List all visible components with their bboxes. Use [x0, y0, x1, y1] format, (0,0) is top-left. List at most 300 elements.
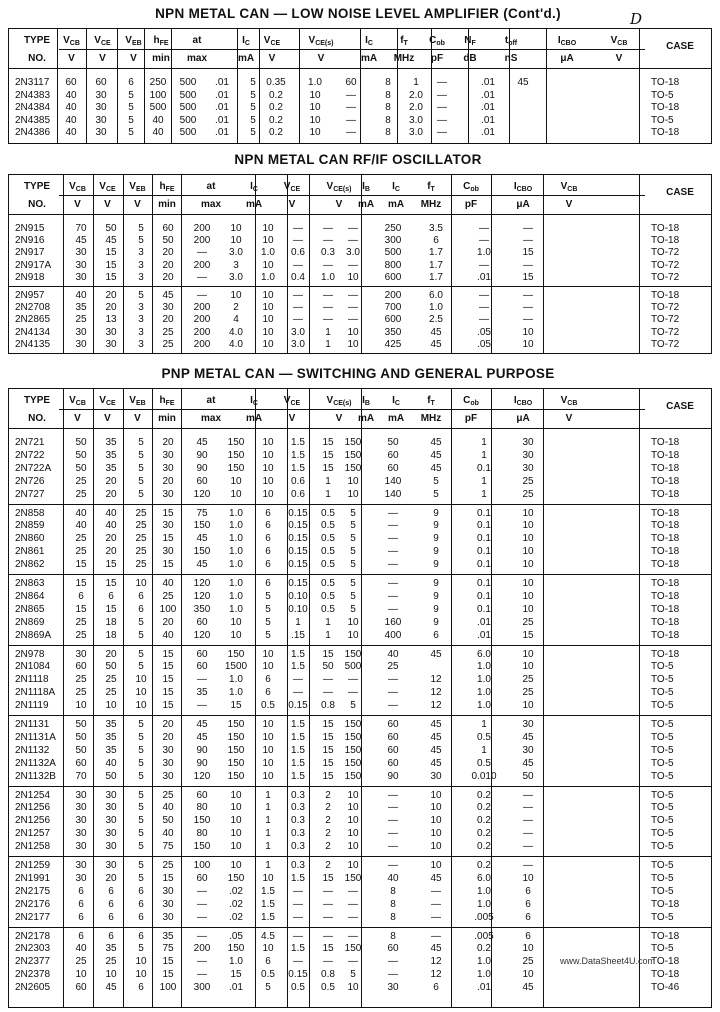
cell-14: — [523, 235, 533, 247]
cell-0: 2N3117 [15, 77, 50, 88]
cell-11: 160 [384, 616, 402, 628]
cell-12: 12 [430, 674, 442, 686]
cell-4: 20 [162, 731, 174, 743]
header-8 [351, 181, 381, 196]
cell-4: 60 [162, 223, 174, 234]
cell-3: 10 [135, 956, 147, 968]
cell-12: 45 [430, 648, 442, 660]
cell-11: — [388, 828, 398, 840]
cell-0: 2N858 [15, 507, 45, 519]
cell-13: 0.2 [477, 860, 491, 871]
cell-15: TO-18 [651, 223, 680, 234]
cell-8: 1.5 [291, 770, 305, 782]
cell-6: 3.0 [229, 247, 243, 259]
cell-14: 10 [522, 943, 534, 955]
cell-11: 8 [385, 102, 391, 113]
cell-11: — [388, 815, 398, 827]
cell-2: 30 [105, 338, 117, 350]
header-14-sub: CB [617, 40, 628, 47]
header-9-sub: C [394, 400, 400, 407]
cell-7: 10 [262, 770, 274, 782]
cell-3: 5 [138, 462, 144, 474]
cell-0: 2N4386 [15, 127, 51, 138]
cell-14: 30 [522, 744, 534, 756]
cell-1: 6 [78, 930, 84, 942]
cell-5: 200 [193, 326, 211, 338]
cell-13: 0.2 [477, 828, 491, 840]
cell-3: 5 [138, 449, 144, 461]
cell-5: 45 [196, 731, 208, 743]
cell-3: 5 [138, 290, 144, 301]
cell-7: 5 [250, 114, 256, 126]
cell-4: 75 [162, 841, 174, 853]
cell-2: 25 [105, 956, 117, 968]
cell-13: 1.0 [477, 898, 491, 910]
header-unit-9: mA [387, 413, 405, 424]
cell-15: TO-18 [651, 898, 680, 910]
cell-2: 35 [105, 462, 117, 474]
cell-6: 150 [227, 872, 245, 884]
cell-10: — [348, 235, 358, 247]
header-unit-0: V [74, 413, 81, 424]
cell-0: 2N859 [15, 520, 45, 532]
cell-12: 5 [433, 475, 439, 487]
cell-0: 2N2605 [15, 982, 51, 994]
cell-10: 150 [344, 449, 362, 461]
cell-9: 0.5 [321, 559, 335, 571]
cell-3: 5 [138, 223, 144, 234]
cell-15: TO-18 [651, 629, 680, 641]
cell-6: 1.0 [229, 546, 243, 558]
table-row [9, 841, 711, 854]
cell-2: 50 [105, 661, 117, 673]
cell-5: 500 [179, 89, 197, 101]
cell-11: 60 [387, 719, 399, 730]
header-5-sub: C [252, 186, 258, 193]
cell-9: 2 [325, 860, 331, 871]
cell-10: 10 [347, 488, 359, 500]
cell-12: 9 [433, 590, 439, 602]
cell-14: — [523, 815, 533, 827]
cell-1: 40 [65, 127, 77, 138]
header-unit-5: mA [245, 199, 263, 210]
header-3-main: h [159, 181, 166, 192]
cell-11: 8 [385, 127, 391, 138]
table-row [9, 931, 711, 944]
cell-2: 20 [105, 533, 117, 545]
cell-1: 30 [75, 648, 87, 660]
cell-7: 10 [262, 290, 274, 301]
cell-13: .005 [474, 911, 494, 923]
cell-3: 5 [138, 789, 144, 801]
cell-13: 1 [481, 437, 487, 448]
cell-13: 1 [481, 475, 487, 487]
cell-3: 6 [138, 590, 144, 602]
cell-1: 25 [75, 475, 87, 487]
cell-9: 15 [322, 757, 334, 769]
handwritten-mark: D [630, 10, 643, 28]
header-unit-7: V [335, 413, 343, 424]
cell-4: 100 [159, 603, 177, 615]
cell-5: 60 [196, 648, 208, 660]
cell-11: 8 [390, 911, 396, 923]
table-row [9, 437, 711, 450]
header-9 [389, 35, 419, 50]
cell-7: 10 [262, 235, 274, 247]
cell-13: 1 [481, 449, 487, 461]
cell-9: 2 [325, 815, 331, 827]
cell-6: .01 [215, 77, 229, 88]
cell-13: .05 [477, 338, 491, 350]
cell-9: 1 [325, 475, 331, 487]
cell-1: 30 [75, 338, 87, 350]
cell-0: 2N978 [15, 648, 45, 660]
cell-8: 0.6 [291, 247, 305, 259]
cell-15: TO-72 [651, 326, 680, 338]
header-unit-3: min [152, 53, 170, 64]
cell-7: 10 [262, 223, 274, 234]
cell-4: 20 [162, 259, 174, 271]
cell-9: — [323, 911, 333, 923]
cell-4: 15 [162, 687, 174, 699]
cell-4: 40 [162, 802, 174, 814]
cell-5: 200 [193, 259, 211, 271]
header-10-sub: T [430, 186, 435, 193]
cell-13: 0.1 [477, 603, 491, 615]
cell-8: 0.10 [288, 590, 308, 602]
cell-0: 2N2708 [15, 302, 51, 314]
cell-8: 0.3 [291, 802, 305, 814]
cell-7: 10 [262, 314, 274, 326]
cell-8: 0.2 [269, 102, 283, 113]
cell-15: TO-5 [651, 860, 674, 871]
cell-12: — [431, 898, 441, 910]
cell-4: 15 [162, 969, 174, 981]
header-1 [93, 181, 122, 196]
cell-5: 60 [196, 789, 208, 801]
cell-4: 50 [162, 815, 174, 827]
header-10-sub: T [430, 400, 435, 407]
header-9-sub: C [394, 186, 400, 193]
cell-11: 500 [384, 247, 402, 259]
cell-2: 15 [105, 259, 117, 271]
cell-1: 40 [75, 507, 87, 519]
cell-3: 6 [138, 603, 144, 615]
cell-8: 0.15 [288, 700, 308, 712]
cell-16: TO-18 [651, 102, 680, 113]
cell-3: 6 [128, 77, 134, 88]
cell-5: 120 [193, 488, 211, 500]
cell-13: 0.1 [477, 520, 491, 532]
row-group-divider [9, 645, 711, 646]
cell-4: 250 [149, 77, 167, 88]
header-unit-5: mA [237, 53, 255, 64]
cell-2: 20 [105, 488, 117, 500]
row-group-divider [9, 856, 711, 857]
header-1 [88, 35, 117, 50]
table-row [9, 463, 711, 476]
cell-0: 2N865 [15, 603, 45, 615]
header-type: TYPE [23, 395, 51, 406]
header-6-sub: CE [290, 400, 301, 407]
cell-13: .05 [477, 326, 491, 338]
table-row [9, 630, 711, 643]
cell-4: 20 [162, 271, 174, 283]
cell-0: 2N862 [15, 559, 45, 571]
header-unit-12: μA [516, 199, 530, 210]
cell-5: 90 [196, 757, 208, 769]
cell-15: TO-72 [651, 271, 680, 283]
cell-4: 100 [149, 89, 167, 101]
cell-7: 10 [262, 462, 274, 474]
cell-9: 1 [325, 326, 331, 338]
cell-1: 50 [75, 437, 87, 448]
cell-0: 2N2865 [15, 314, 51, 326]
cell-13: 0.5 [477, 731, 491, 743]
cell-11: — [388, 700, 398, 712]
cell-16: TO-5 [651, 89, 674, 101]
cell-11: — [388, 860, 398, 871]
header-12 [493, 181, 553, 196]
cell-3: 5 [138, 828, 144, 840]
cell-0: 2N4384 [15, 102, 51, 113]
cell-14: .01 [481, 102, 495, 113]
cell-8: 0.2 [269, 89, 283, 101]
cell-7: 10 [262, 648, 274, 660]
cell-14: 10 [522, 520, 534, 532]
cell-9: — [323, 674, 333, 686]
cell-9: 0.5 [321, 590, 335, 602]
cell-7: 1 [265, 815, 271, 827]
cell-2: 30 [105, 841, 117, 853]
cell-14: — [523, 223, 533, 234]
cell-5: 60 [196, 872, 208, 884]
cell-0: 2N4383 [15, 89, 51, 101]
cell-3: 3 [138, 338, 144, 350]
table-row [9, 604, 711, 617]
cell-1: 40 [65, 89, 77, 101]
cell-9: 15 [322, 648, 334, 660]
section-title-3: PNP METAL CAN — SWITCHING AND GENERAL PURPOSE [161, 366, 555, 381]
cell-6: 10 [230, 860, 242, 871]
cell-13: 6.0 [477, 872, 491, 884]
cell-7: 1 [265, 789, 271, 801]
header-13-sub: CB [567, 400, 578, 407]
cell-12: 9 [433, 578, 439, 589]
cell-8: — [293, 314, 303, 326]
cell-14: 10 [522, 700, 534, 712]
header-2-sub: EB [131, 40, 142, 47]
cell-15: TO-18 [651, 235, 680, 247]
cell-8: 1.5 [291, 943, 305, 955]
cell-13: — [479, 302, 489, 314]
cell-4: 40 [152, 114, 164, 126]
cell-15: TO-5 [651, 744, 674, 756]
cell-7: 1.5 [261, 898, 275, 910]
cell-10: — [348, 314, 358, 326]
cell-10: 10 [347, 802, 359, 814]
cell-4: 30 [162, 520, 174, 532]
cell-12: 9 [433, 546, 439, 558]
cell-4: 45 [162, 290, 174, 301]
cell-9: — [323, 302, 333, 314]
cell-8: 0.4 [291, 271, 305, 283]
cell-11: 8 [390, 898, 396, 910]
cell-6: 1.0 [229, 533, 243, 545]
cell-7: 6 [265, 520, 271, 532]
cell-1: 25 [75, 533, 87, 545]
cell-7: 10 [262, 731, 274, 743]
cell-3: 5 [138, 872, 144, 884]
cell-8: 0.15 [288, 969, 308, 981]
cell-10: 5 [350, 590, 356, 602]
cell-15: TO-5 [651, 719, 674, 730]
cell-3: 3 [138, 259, 144, 271]
cell-1: 35 [75, 302, 87, 314]
cell-9: — [323, 235, 333, 247]
cell-10: 3.0 [346, 247, 360, 259]
cell-5: 90 [196, 462, 208, 474]
cell-0: 2N1132 [15, 744, 50, 756]
cell-8: 0.5 [291, 982, 305, 994]
header-7-sub: CE(s) [333, 186, 352, 193]
table-row [9, 559, 711, 572]
header-9 [381, 395, 411, 410]
cell-4: 15 [162, 533, 174, 545]
header-unit-1: V [99, 53, 106, 64]
cell-5: 200 [193, 235, 211, 247]
cell-0: 2N1119 [15, 700, 49, 712]
cell-15: TO-18 [651, 956, 680, 968]
cell-11: — [388, 687, 398, 699]
cell-5: 200 [193, 223, 211, 234]
cell-11: 350 [384, 326, 402, 338]
header-5-sub: C [244, 40, 250, 47]
cell-12: 6 [433, 235, 439, 247]
cell-3: 10 [135, 578, 147, 589]
header-6 [277, 395, 307, 410]
cell-7: 10 [262, 302, 274, 314]
cell-13: 0.5 [477, 757, 491, 769]
cell-11: 800 [384, 259, 402, 271]
cell-9: — [323, 687, 333, 699]
header-8-main: I [362, 181, 365, 192]
header-unit-4: max [200, 413, 221, 424]
header-12-sub: CBO [516, 400, 533, 407]
section-title-2: NPN METAL CAN RF/IF OSCILLATOR [234, 152, 482, 167]
table-row [9, 617, 711, 630]
cell-10: — [348, 885, 358, 897]
header-1-main: V [94, 35, 101, 46]
cell-3: 3 [138, 302, 144, 314]
cell-6: .01 [229, 982, 243, 994]
cell-6: 150 [227, 437, 245, 448]
header-9-sub: T [403, 40, 408, 47]
cell-3: 25 [135, 533, 147, 545]
cell-3: 5 [138, 629, 144, 641]
cell-13: 1.0 [477, 885, 491, 897]
cell-7: 5 [265, 590, 271, 602]
cell-8: 0.35 [266, 77, 286, 88]
cell-4: 15 [162, 872, 174, 884]
cell-2: 30 [105, 789, 117, 801]
cell-14: 45 [522, 731, 534, 743]
cell-11: 600 [384, 314, 402, 326]
cell-0: 2N2177 [15, 911, 51, 923]
cell-6: .02 [229, 885, 243, 897]
cell-10: 150 [344, 648, 362, 660]
cell-7: 10 [262, 661, 274, 673]
cell-13: 0.2 [477, 789, 491, 801]
cell-5: 45 [196, 533, 208, 545]
header-7 [291, 35, 351, 50]
table-row [9, 649, 711, 662]
cell-8: 1.5 [291, 744, 305, 756]
cell-12: 10 [430, 815, 442, 827]
cell-5: — [197, 898, 207, 910]
row-group-divider [9, 286, 711, 287]
cell-10: — [346, 114, 356, 126]
cell-4: 30 [162, 898, 174, 910]
cell-0: 2N1084 [15, 661, 51, 673]
cell-14: 10 [522, 661, 534, 673]
cell-8: — [293, 911, 303, 923]
cell-8: 1.5 [291, 719, 305, 730]
cell-3: 5 [138, 802, 144, 814]
row-group-divider [9, 786, 711, 787]
table-row [9, 578, 711, 591]
cell-14: 6 [525, 911, 531, 923]
cell-11: — [388, 590, 398, 602]
header-unit-13: μA [560, 53, 574, 64]
cell-12: 10 [430, 860, 442, 871]
cell-0: 2N1254 [15, 789, 51, 801]
cell-5: — [197, 247, 207, 259]
cell-11: 300 [384, 235, 402, 247]
cell-14: — [523, 259, 533, 271]
cell-7: 10 [262, 757, 274, 769]
table-row [9, 102, 711, 115]
cell-11: — [388, 969, 398, 981]
cell-6: 1.0 [229, 687, 243, 699]
cell-9: 0.5 [321, 603, 335, 615]
cell-0: 2N1132A [15, 757, 56, 769]
cell-7: 0.5 [261, 700, 275, 712]
cell-14: 10 [522, 546, 534, 558]
header-5 [235, 181, 273, 196]
header-6 [277, 181, 307, 196]
cell-16: TO-18 [651, 77, 680, 88]
cell-11: 60 [387, 731, 399, 743]
cell-6: 10 [230, 223, 242, 234]
cell-0: 2N1132B [15, 770, 56, 782]
cell-2: 18 [105, 629, 117, 641]
cell-10: 5 [350, 520, 356, 532]
cell-10: 5 [350, 969, 356, 981]
cell-2: 15 [105, 603, 117, 615]
cell-4: 15 [162, 648, 174, 660]
cell-12: 45 [430, 943, 442, 955]
cell-10: 5 [350, 559, 356, 571]
cell-3: 3 [138, 314, 144, 326]
cell-10: 5 [350, 533, 356, 545]
cell-8: 3.0 [291, 338, 305, 350]
cell-14: 10 [522, 590, 534, 602]
cell-5: 500 [179, 127, 197, 138]
cell-15: TO-18 [651, 969, 680, 981]
cell-0: 2N1991 [15, 872, 51, 884]
cell-4: 40 [162, 629, 174, 641]
